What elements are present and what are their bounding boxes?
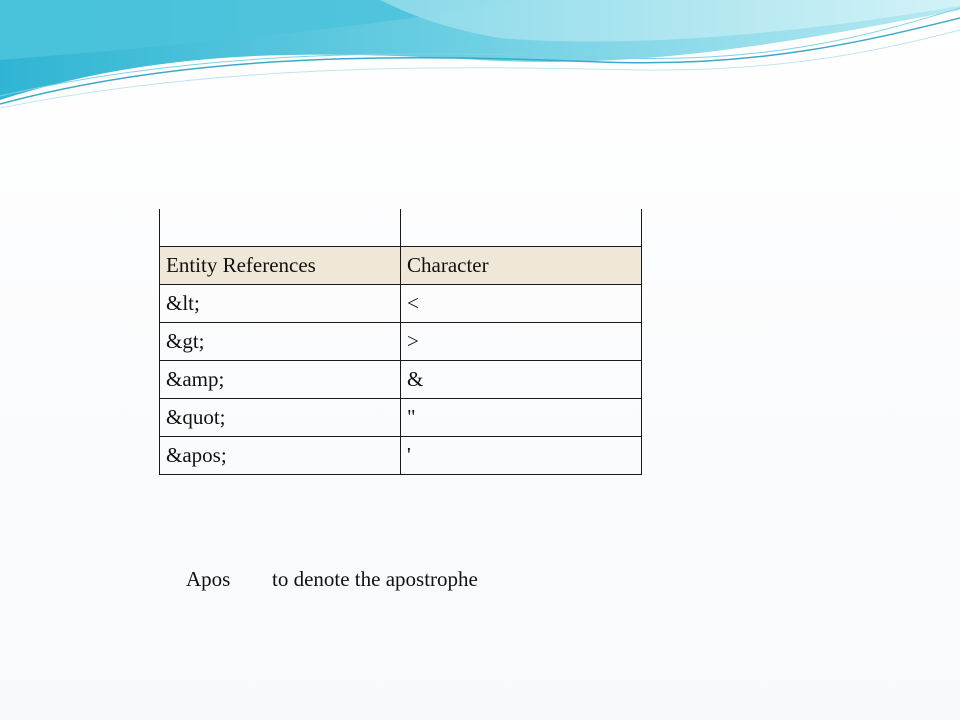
entity-cell: &apos; — [160, 437, 401, 475]
column-header-entity: Entity References — [160, 247, 401, 285]
caption — [186, 567, 478, 592]
decorative-wave-header — [0, 0, 960, 120]
entity-cell: &amp; — [160, 361, 401, 399]
character-cell: < — [401, 285, 642, 323]
table-cell-blank — [401, 209, 642, 247]
table-row — [160, 323, 642, 361]
entity-cell: &quot; — [160, 399, 401, 437]
character-cell: " — [401, 399, 642, 437]
character-cell: & — [401, 361, 642, 399]
table-row-blank — [160, 209, 642, 247]
table-row — [160, 285, 642, 323]
table-row — [160, 437, 642, 475]
table-row — [160, 399, 642, 437]
entity-reference-table — [159, 209, 642, 475]
character-cell: > — [401, 323, 642, 361]
table-row — [160, 361, 642, 399]
entity-cell: &gt; — [160, 323, 401, 361]
column-header-character: Character — [401, 247, 642, 285]
table-cell-blank — [160, 209, 401, 247]
table-header-row — [160, 247, 642, 285]
caption-description: to denote the apostrophe — [272, 567, 478, 591]
character-cell: ' — [401, 437, 642, 475]
caption-term: Apos — [186, 567, 231, 591]
entity-cell: &lt; — [160, 285, 401, 323]
